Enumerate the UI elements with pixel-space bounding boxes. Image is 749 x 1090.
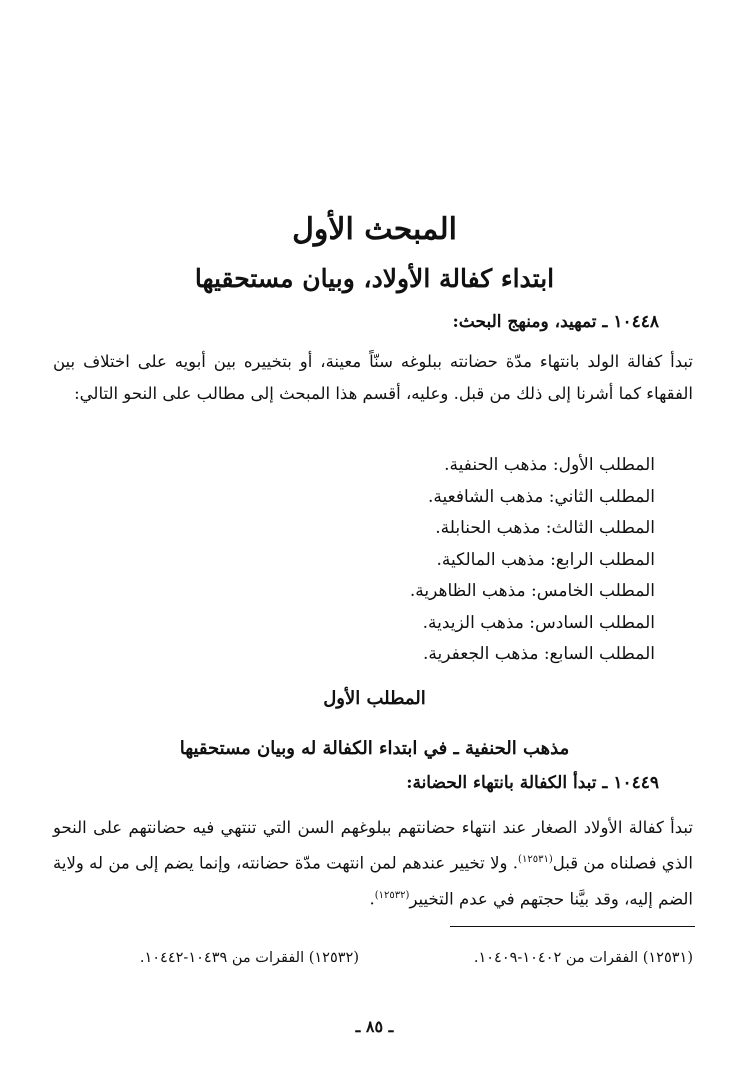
outline-item: المطلب الخامس: مذهب الظاهرية. xyxy=(409,581,655,601)
outline-item: المطلب الرابع: مذهب المالكية. xyxy=(436,549,655,570)
outline-item: المطلب السابع: مذهب الجعفرية. xyxy=(423,644,655,664)
paragraph-1449-text-part: تبدأ كفالة الأولاد الصغار عند انتهاء حضانتهم ببلوغهم السن التي تنتهي فيه حضانتهم على النحو الذي فصلناه من قبل xyxy=(53,818,693,873)
section-title: المبحث الأول xyxy=(292,212,457,247)
matlab-title: المطلب الأول xyxy=(323,688,426,709)
outline-item: المطلب الأول: مذهب الحنفية. xyxy=(444,455,655,475)
outline-item: المطلب الثاني: مذهب الشافعية. xyxy=(428,486,655,507)
paragraph-1448-heading: ١٠٤٤٨ ـ تمهيد، ومنهج البحث: xyxy=(452,312,659,332)
paragraph-1448-text: تبدأ كفالة الولد بانتهاء مدّة حضانته ببلوغه سنّاً معينة، أو بتخييره بين أبويه على اختلاف بين الفقهاء كما أشرنا إلى ذلك من قبل. وعليه، أقسم هذا المبحث إلى مطالب على النحو التالي: xyxy=(53,352,693,403)
paragraph-1449-text-part: . xyxy=(369,889,375,908)
outline-list xyxy=(55,450,655,671)
page-number: ـ ٨٥ ـ xyxy=(355,1017,394,1036)
paragraph-1449-text-part: . ولا تخيير عندهم لمن انتهت مدّة حضانته، وإنما يضم إلى من له ولاية الضم إليه، وقد بيَّنا حجتهم في عدم التخيير xyxy=(53,853,693,908)
outline-item: المطلب الثالث: مذهب الحنابلة. xyxy=(435,518,655,538)
outline-item: المطلب السادس: مذهب الزيدية. xyxy=(422,612,655,633)
footnote-divider xyxy=(450,926,695,927)
section-subtitle: ابتداء كفالة الأولاد، وبيان مستحقيها xyxy=(194,264,555,293)
footnote: (١٢٥٣١) الفقرات من ١٠٤٠٢-١٠٤٠٩. xyxy=(473,950,693,966)
footnote-ref: (١٢٥٣١) xyxy=(518,854,553,865)
footnote-ref: (١٢٥٣٢) xyxy=(374,889,410,901)
paragraph-1449-text xyxy=(53,812,693,915)
paragraph-1449-heading: ١٠٤٤٩ ـ تبدأ الكفالة بانتهاء الحضانة: xyxy=(406,773,659,793)
footnote: (١٢٥٣٢) الفقرات من ١٠٤٣٩-١٠٤٤٢. xyxy=(139,950,359,966)
matlab-subtitle: مذهب الحنفية ـ في ابتداء الكفالة له وبيان مستحقيها xyxy=(179,738,570,759)
